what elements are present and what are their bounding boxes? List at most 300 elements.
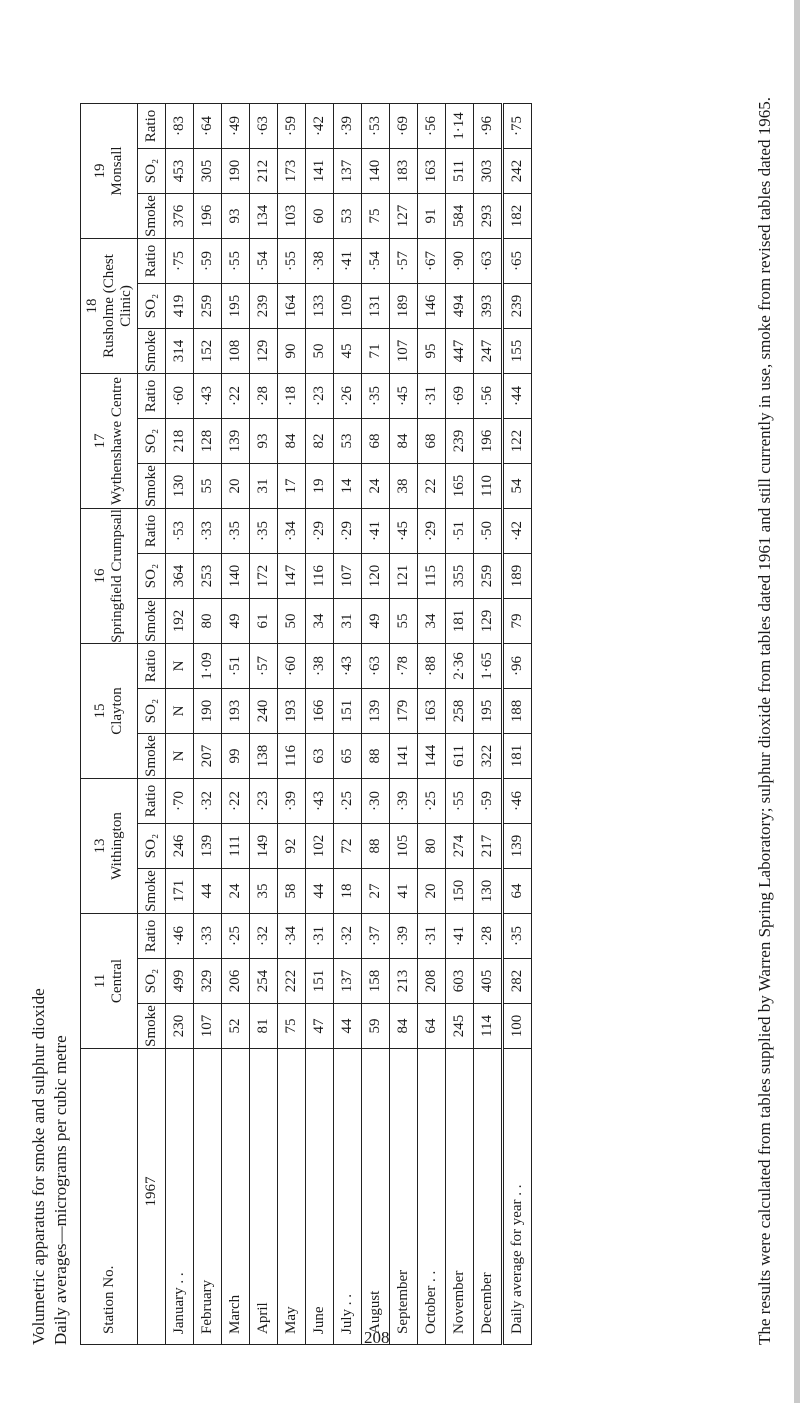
- column-header: SO₂: [138, 689, 166, 734]
- column-header: Ratio: [138, 779, 166, 824]
- table-cell: 130: [166, 464, 194, 509]
- station-name: Wythenshawe Centre: [109, 377, 125, 505]
- table-cell: 181: [446, 599, 474, 644]
- row-label: November: [446, 1049, 474, 1345]
- column-header: Ratio: [138, 509, 166, 554]
- table-cell: ·28: [474, 914, 503, 959]
- table-cell: 116: [278, 734, 306, 779]
- table-cell: 282: [503, 959, 532, 1004]
- table-cell: 122: [503, 419, 532, 464]
- table-cell: 53: [334, 194, 362, 239]
- table-cell: 189: [390, 284, 418, 329]
- table-cell: 18: [334, 869, 362, 914]
- table-cell: ·59: [474, 779, 503, 824]
- table-cell: ·35: [503, 914, 532, 959]
- station-name: Monsall: [109, 146, 125, 196]
- table-cell: 107: [194, 1004, 222, 1049]
- row-label: February: [194, 1049, 222, 1345]
- table-cell: ·25: [334, 779, 362, 824]
- table-cell: 27: [362, 869, 390, 914]
- table-cell: 110: [474, 464, 503, 509]
- station-header: [81, 779, 138, 914]
- table-cell: 181: [503, 734, 532, 779]
- table-cell: 53: [334, 419, 362, 464]
- table-cell: 108: [222, 329, 250, 374]
- table-cell: 258: [446, 689, 474, 734]
- column-header: Smoke: [138, 329, 166, 374]
- table-cell: ·65: [503, 239, 532, 284]
- table-cell: 84: [278, 419, 306, 464]
- station-number: 16: [92, 568, 108, 584]
- table-cell: 151: [306, 959, 334, 1004]
- table-cell: 17: [278, 464, 306, 509]
- column-header: Ratio: [138, 374, 166, 419]
- table-cell: 131: [362, 284, 390, 329]
- table-cell: 115: [418, 554, 446, 599]
- station-number: 17: [92, 433, 108, 449]
- table-cell: 196: [474, 419, 503, 464]
- table-cell: 49: [222, 599, 250, 644]
- table-cell: ·59: [278, 104, 306, 149]
- table-row: [503, 104, 532, 1345]
- table-cell: 208: [418, 959, 446, 1004]
- station-name: Clayton: [109, 687, 125, 735]
- table-cell: 80: [194, 599, 222, 644]
- table-cell: 195: [474, 689, 503, 734]
- table-cell: 405: [474, 959, 503, 1004]
- row-label: April: [250, 1049, 278, 1345]
- column-header: Smoke: [138, 464, 166, 509]
- table-cell: N: [166, 644, 194, 689]
- table-cell: 192: [166, 599, 194, 644]
- table-cell: 44: [334, 1004, 362, 1049]
- table-cell: 79: [503, 599, 532, 644]
- column-header: Smoke: [138, 869, 166, 914]
- table-cell: 88: [362, 824, 390, 869]
- table-cell: 253: [194, 554, 222, 599]
- table-cell: 189: [503, 554, 532, 599]
- table-cell: 55: [194, 464, 222, 509]
- table-cell: 193: [278, 689, 306, 734]
- table-cell: 64: [503, 869, 532, 914]
- table-cell: 93: [250, 419, 278, 464]
- table-cell: 22: [418, 464, 446, 509]
- table-cell: ·35: [250, 509, 278, 554]
- table-cell: 88: [362, 734, 390, 779]
- table-cell: N: [166, 689, 194, 734]
- table-cell: 34: [418, 599, 446, 644]
- table-cell: 584: [446, 194, 474, 239]
- table-cell: 193: [222, 689, 250, 734]
- table-cell: ·38: [306, 644, 334, 689]
- table-cell: 116: [306, 554, 334, 599]
- table-cell: 274: [446, 824, 474, 869]
- table-cell: ·59: [194, 239, 222, 284]
- table-cell: ·31: [418, 374, 446, 419]
- table-cell: 128: [194, 419, 222, 464]
- table-cell: 120: [362, 554, 390, 599]
- table-cell: 1·14: [446, 104, 474, 149]
- table-cell: 34: [306, 599, 334, 644]
- table-cell: 603: [446, 959, 474, 1004]
- table-cell: 111: [222, 824, 250, 869]
- table-cell: ·88: [418, 644, 446, 689]
- table-cell: ·41: [446, 914, 474, 959]
- table-cell: 130: [474, 869, 503, 914]
- table-cell: 14: [334, 464, 362, 509]
- table-cell: ·28: [250, 374, 278, 419]
- table-cell: 240: [250, 689, 278, 734]
- table-cell: 246: [166, 824, 194, 869]
- table-cell: 139: [222, 419, 250, 464]
- table-cell: 93: [222, 194, 250, 239]
- table-cell: ·55: [222, 239, 250, 284]
- table-cell: 44: [194, 869, 222, 914]
- table-cell: ·45: [390, 509, 418, 554]
- table-cell: ·41: [334, 239, 362, 284]
- column-header: Smoke: [138, 599, 166, 644]
- station-number: 11: [92, 973, 108, 989]
- table-cell: 140: [362, 149, 390, 194]
- table-cell: N: [166, 734, 194, 779]
- table-cell: 329: [194, 959, 222, 1004]
- page-edge: [794, 0, 800, 1403]
- station-number: 15: [92, 703, 108, 719]
- table-cell: 100: [503, 1004, 532, 1049]
- table-cell: 147: [278, 554, 306, 599]
- table-cell: ·32: [334, 914, 362, 959]
- table-row: [334, 104, 362, 1345]
- table-cell: ·37: [362, 914, 390, 959]
- table-cell: 173: [278, 149, 306, 194]
- row-label: June: [306, 1049, 334, 1345]
- table-cell: 195: [222, 284, 250, 329]
- table-cell: 511: [446, 149, 474, 194]
- page-subtitle: Daily averages—micrograms per cubic metre: [51, 1035, 70, 1345]
- page-number: 208: [364, 1328, 390, 1347]
- table-cell: ·63: [362, 644, 390, 689]
- table-cell: 95: [418, 329, 446, 374]
- table-cell: 155: [503, 329, 532, 374]
- table-cell: 190: [194, 689, 222, 734]
- table-cell: ·55: [278, 239, 306, 284]
- table-cell: ·31: [418, 914, 446, 959]
- station-name: Withington: [109, 812, 125, 880]
- table-cell: 230: [166, 1004, 194, 1049]
- station-number: 18: [83, 298, 100, 314]
- table-cell: 50: [278, 599, 306, 644]
- table-cell: ·56: [418, 104, 446, 149]
- table-cell: 31: [334, 599, 362, 644]
- table-cell: 99: [222, 734, 250, 779]
- table-cell: 72: [334, 824, 362, 869]
- table-cell: ·25: [418, 779, 446, 824]
- table-cell: ·57: [390, 239, 418, 284]
- table-cell: 80: [418, 824, 446, 869]
- table-cell: 139: [503, 824, 532, 869]
- table-cell: 47: [306, 1004, 334, 1049]
- table-cell: 376: [166, 194, 194, 239]
- table-cell: 114: [474, 1004, 503, 1049]
- column-header: SO₂: [138, 959, 166, 1004]
- table-cell: 20: [222, 464, 250, 509]
- table-cell: 146: [418, 284, 446, 329]
- table-cell: ·57: [250, 644, 278, 689]
- table-row: [278, 104, 306, 1345]
- column-header: SO₂: [138, 824, 166, 869]
- station-name: Central: [109, 958, 125, 1004]
- table-cell: 163: [418, 689, 446, 734]
- table-cell: ·96: [503, 644, 532, 689]
- table-cell: ·78: [390, 644, 418, 689]
- station-header: [81, 914, 138, 1049]
- station-header: [81, 104, 138, 239]
- table-cell: 68: [418, 419, 446, 464]
- table-cell: 206: [222, 959, 250, 1004]
- table-cell: ·43: [194, 374, 222, 419]
- column-header: Smoke: [138, 194, 166, 239]
- table-cell: ·22: [222, 779, 250, 824]
- table-cell: 447: [446, 329, 474, 374]
- table-cell: ·38: [306, 239, 334, 284]
- table-cell: 75: [362, 194, 390, 239]
- table-cell: 138: [250, 734, 278, 779]
- table-cell: ·55: [446, 779, 474, 824]
- table-cell: 152: [194, 329, 222, 374]
- table-cell: ·29: [334, 509, 362, 554]
- table-cell: ·60: [278, 644, 306, 689]
- row-label: October . .: [418, 1049, 446, 1345]
- table-cell: 84: [390, 1004, 418, 1049]
- table-cell: ·75: [166, 239, 194, 284]
- table-row: [250, 104, 278, 1345]
- table-cell: 60: [306, 194, 334, 239]
- table-cell: ·69: [446, 374, 474, 419]
- row-label: September: [390, 1049, 418, 1345]
- column-header: SO₂: [138, 419, 166, 464]
- column-header: SO₂: [138, 149, 166, 194]
- table-cell: 164: [278, 284, 306, 329]
- table-cell: 239: [446, 419, 474, 464]
- table-cell: 127: [390, 194, 418, 239]
- table-cell: 245: [446, 1004, 474, 1049]
- table-cell: 52: [222, 1004, 250, 1049]
- table-cell: 218: [166, 419, 194, 464]
- table-cell: 150: [446, 869, 474, 914]
- table-cell: 140: [222, 554, 250, 599]
- table-cell: ·34: [278, 509, 306, 554]
- station-header: [81, 239, 138, 374]
- table-cell: 121: [390, 554, 418, 599]
- table-cell: ·35: [222, 509, 250, 554]
- table-cell: 213: [390, 959, 418, 1004]
- footnote: The results were calculated from tables supplied by Warren Spring Laboratory; sulphur dioxide from tables dated 1961 and still currently in use, smoke from revised tables dated 1965.: [755, 97, 774, 1345]
- table-cell: ·35: [362, 374, 390, 419]
- table-row: [166, 104, 194, 1345]
- table-cell: ·39: [390, 779, 418, 824]
- table-cell: 151: [334, 689, 362, 734]
- table-cell: ·33: [194, 509, 222, 554]
- table-cell: ·39: [390, 914, 418, 959]
- table-cell: 2·36: [446, 644, 474, 689]
- table-cell: ·64: [194, 104, 222, 149]
- table-cell: ·34: [278, 914, 306, 959]
- table-cell: 212: [250, 149, 278, 194]
- table-cell: ·31: [306, 914, 334, 959]
- table-cell: ·44: [503, 374, 532, 419]
- table-cell: ·63: [474, 239, 503, 284]
- table-cell: 107: [334, 554, 362, 599]
- table-cell: 166: [306, 689, 334, 734]
- table-cell: 217: [474, 824, 503, 869]
- table-cell: 163: [418, 149, 446, 194]
- station-header: [81, 374, 138, 509]
- table-cell: 107: [390, 329, 418, 374]
- table-cell: 65: [334, 734, 362, 779]
- table-cell: 222: [278, 959, 306, 1004]
- table-row: [306, 104, 334, 1345]
- table-cell: 419: [166, 284, 194, 329]
- station-number: 19: [92, 163, 108, 179]
- table-cell: 322: [474, 734, 503, 779]
- table-cell: 259: [194, 284, 222, 329]
- table-cell: ·42: [503, 509, 532, 554]
- table-cell: 41: [390, 869, 418, 914]
- rotated-page: [28, 15, 788, 1345]
- table-cell: ·90: [446, 239, 474, 284]
- column-header: Ratio: [138, 914, 166, 959]
- table-cell: ·67: [418, 239, 446, 284]
- table-cell: 49: [362, 599, 390, 644]
- station-name: Rusholme (Chest Clinic): [100, 254, 134, 358]
- table-cell: 179: [390, 689, 418, 734]
- table-cell: 499: [166, 959, 194, 1004]
- table-cell: 239: [503, 284, 532, 329]
- table-cell: 293: [474, 194, 503, 239]
- table-cell: 611: [446, 734, 474, 779]
- table-cell: 20: [418, 869, 446, 914]
- table-cell: 82: [306, 419, 334, 464]
- table-cell: 105: [390, 824, 418, 869]
- table-cell: 139: [194, 824, 222, 869]
- table-cell: ·39: [278, 779, 306, 824]
- table-cell: 182: [503, 194, 532, 239]
- table-cell: 54: [503, 464, 532, 509]
- table-cell: 75: [278, 1004, 306, 1049]
- row-label: May: [278, 1049, 306, 1345]
- table-cell: ·51: [446, 509, 474, 554]
- table-cell: 183: [390, 149, 418, 194]
- table-cell: ·46: [503, 779, 532, 824]
- table-cell: 196: [194, 194, 222, 239]
- table-row: [362, 104, 390, 1345]
- table-cell: 453: [166, 149, 194, 194]
- table-cell: ·60: [166, 374, 194, 419]
- column-header: Smoke: [138, 1004, 166, 1049]
- table-cell: 63: [306, 734, 334, 779]
- table-cell: 134: [250, 194, 278, 239]
- table-cell: 364: [166, 554, 194, 599]
- table-cell: 137: [334, 959, 362, 1004]
- table-cell: 61: [250, 599, 278, 644]
- table-cell: 494: [446, 284, 474, 329]
- table-cell: ·49: [222, 104, 250, 149]
- table-cell: ·63: [250, 104, 278, 149]
- table-cell: ·22: [222, 374, 250, 419]
- table-cell: 254: [250, 959, 278, 1004]
- table-cell: 1·09: [194, 644, 222, 689]
- row-label: December: [474, 1049, 503, 1345]
- table-cell: ·41: [362, 509, 390, 554]
- title-block: [28, 988, 72, 1345]
- table-cell: ·51: [222, 644, 250, 689]
- table-cell: ·50: [474, 509, 503, 554]
- table-cell: ·56: [474, 374, 503, 419]
- table-cell: ·23: [250, 779, 278, 824]
- table-cell: 81: [250, 1004, 278, 1049]
- table-cell: ·43: [334, 644, 362, 689]
- table-cell: ·43: [306, 779, 334, 824]
- station-header: [81, 509, 138, 644]
- table-cell: 144: [418, 734, 446, 779]
- table-cell: ·29: [306, 509, 334, 554]
- table-cell: 141: [306, 149, 334, 194]
- table-cell: 84: [390, 419, 418, 464]
- table-cell: ·25: [222, 914, 250, 959]
- table-cell: 165: [446, 464, 474, 509]
- table-cell: 24: [222, 869, 250, 914]
- table-cell: 109: [334, 284, 362, 329]
- table-cell: 35: [250, 869, 278, 914]
- table-cell: 38: [390, 464, 418, 509]
- row-label: August: [362, 1049, 390, 1345]
- table-cell: 190: [222, 149, 250, 194]
- table-cell: 149: [250, 824, 278, 869]
- table-cell: 259: [474, 554, 503, 599]
- table-cell: 141: [390, 734, 418, 779]
- table-cell: ·96: [474, 104, 503, 149]
- table-cell: ·42: [306, 104, 334, 149]
- column-header: Ratio: [138, 104, 166, 149]
- table-row: [474, 104, 503, 1345]
- table-row: [418, 104, 446, 1345]
- table-cell: 91: [418, 194, 446, 239]
- table-cell: 55: [390, 599, 418, 644]
- table-cell: 207: [194, 734, 222, 779]
- table-cell: ·83: [166, 104, 194, 149]
- table-cell: 314: [166, 329, 194, 374]
- table-cell: 1·65: [474, 644, 503, 689]
- table-cell: ·23: [306, 374, 334, 419]
- table-cell: ·54: [250, 239, 278, 284]
- column-header: SO₂: [138, 284, 166, 329]
- table-row: [222, 104, 250, 1345]
- table-cell: ·54: [362, 239, 390, 284]
- column-header: SO₂: [138, 554, 166, 599]
- table-cell: 172: [250, 554, 278, 599]
- table-cell: ·46: [166, 914, 194, 959]
- table-cell: 137: [334, 149, 362, 194]
- table-cell: 44: [306, 869, 334, 914]
- table-cell: ·26: [334, 374, 362, 419]
- page-title: Volumetric apparatus for smoke and sulphur dioxide: [29, 988, 48, 1345]
- table-cell: 58: [278, 869, 306, 914]
- table-cell: 71: [362, 329, 390, 374]
- table-cell: 188: [503, 689, 532, 734]
- station-no-label: Station No.: [81, 1049, 138, 1345]
- table-cell: 242: [503, 149, 532, 194]
- table-cell: 90: [278, 329, 306, 374]
